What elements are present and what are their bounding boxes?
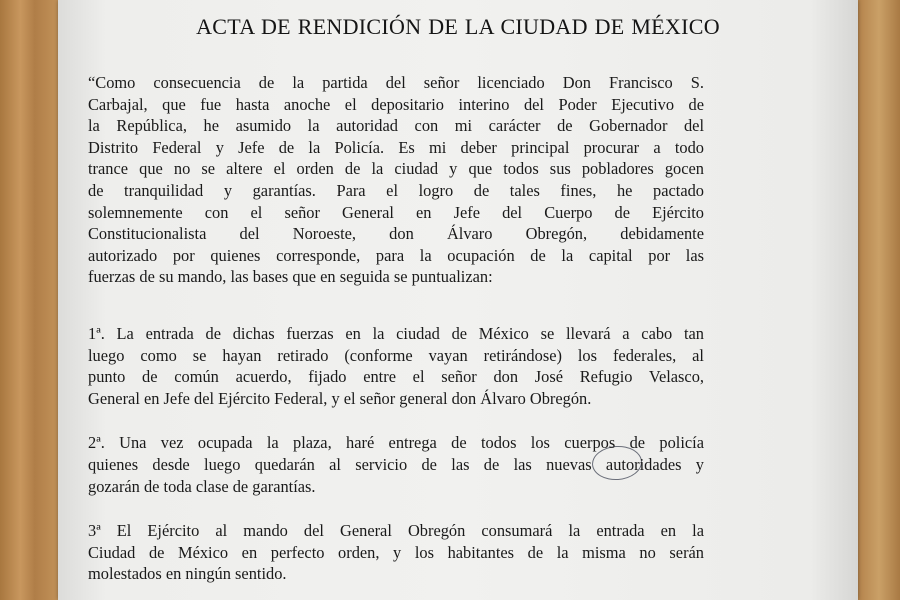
text-line: autorizado por quienes corresponde, para la ocupación de la capital por las — [88, 245, 704, 265]
text-line: molestados en ningún sentido. — [88, 564, 287, 584]
text-line: quienes desde luego quedarán al servicio de las de las nuevas autoridades y — [88, 454, 704, 474]
text-line: solemnemente con el señor General en Jefe del Cuerpo de Ejército — [88, 202, 704, 222]
text-line: de tranquilidad y garantías. Para el logro de tales fines, he pactado — [88, 180, 704, 200]
text-line: la República, he asumido la autoridad con mi carácter de Gobernador del — [88, 116, 704, 136]
text-line: General en Jefe del Ejército Federal, y el señor general don Álvaro Obregón. — [88, 388, 592, 408]
document-body — [88, 72, 704, 585]
document-title: ACTA DE RENDICIÓN DE LA CIUDAD DE MÉXICO — [196, 14, 720, 39]
text-line: Constitucionalista del Noroeste, don Álvaro Obregón, debidamente — [88, 224, 704, 244]
wood-background-left — [0, 0, 58, 600]
text-line: Distrito Federal y Jefe de la Policía. Es mi deber principal procurar a todo — [88, 137, 704, 157]
text-line: Ciudad de México en perfecto orden, y los habitantes de la misma no serán — [88, 542, 704, 562]
text-line: 3ª El Ejército al mando del General Obregón consumará la entrada en la — [88, 521, 704, 541]
clause-1 — [88, 323, 704, 409]
text-line: “Como consecuencia de la partida del señor licenciado Don Francisco S. — [88, 73, 704, 92]
text-line: 1ª. La entrada de dichas fuerzas en la ciudad de México se llevará a cabo tan — [88, 323, 704, 343]
clause-3 — [88, 520, 704, 585]
text-line: fuerzas de su mando, las bases que en seguida se puntualizan: — [88, 267, 493, 287]
intro-paragraph — [88, 72, 704, 288]
text-line: punto de común acuerdo, fijado entre el señor don José Refugio Velasco, — [88, 367, 704, 387]
clause-2 — [88, 432, 704, 497]
text-line: luego como se hayan retirado (conforme vayan retirándose) los federales, al — [88, 345, 704, 365]
text-line: Carbajal, que fue hasta anoche el depositario interino del Poder Ejecutivo de — [88, 94, 704, 114]
text-line: gozarán de toda clase de garantías. — [88, 476, 316, 496]
text-line: trance que no se altere el orden de la ciudad y que todos sus pobladores gocen — [88, 159, 704, 179]
wood-background-right — [858, 0, 900, 600]
text-line: 2ª. Una vez ocupada la plaza, haré entrega de todos los cuerpos de policía — [88, 433, 704, 453]
